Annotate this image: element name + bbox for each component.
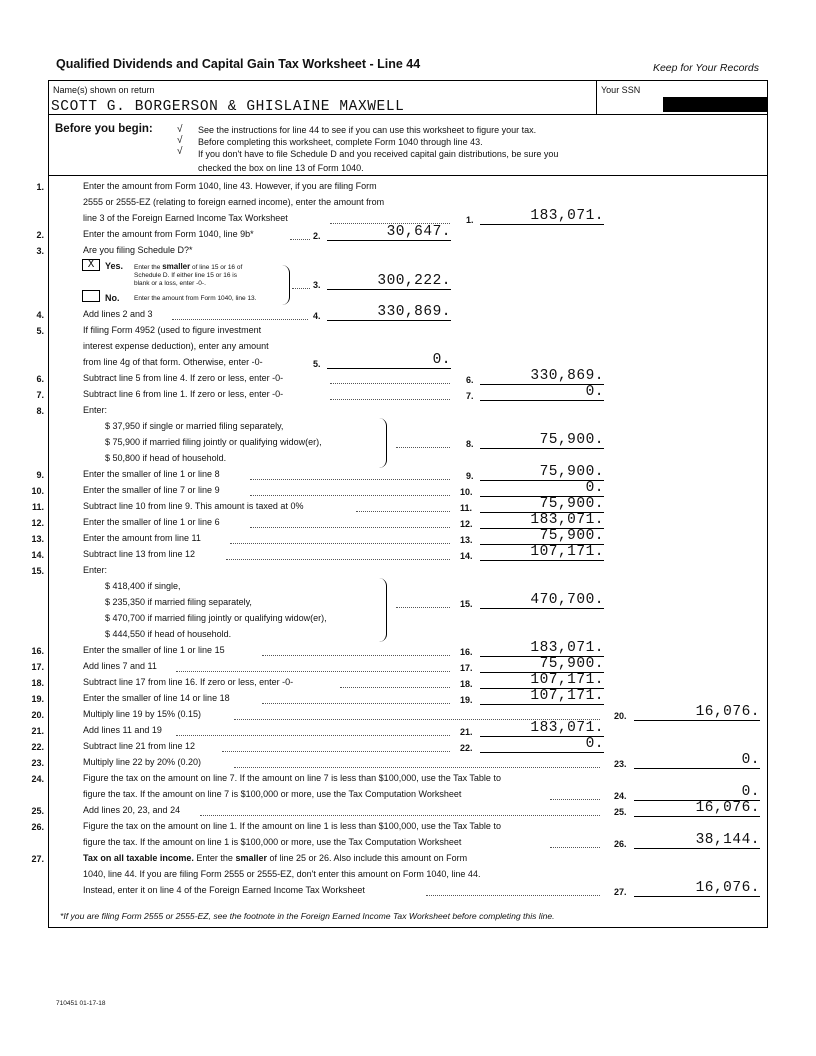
ssn-label: Your SSN	[601, 85, 641, 95]
form-id: 710451 01-17-18	[56, 1000, 106, 1007]
before-you-begin-label: Before you begin:	[55, 123, 153, 135]
line-ref: 7.	[466, 391, 474, 401]
line-18-amount[interactable]: 107,171.	[480, 672, 604, 689]
divider	[49, 175, 767, 176]
line-11-text: Subtract line 10 from line 9. This amount is taxed at 0%	[83, 501, 304, 511]
leader-dots	[222, 751, 450, 752]
brace	[378, 418, 387, 468]
line-5-text: If filing Form 4952 (used to figure investment	[83, 325, 262, 335]
line-12-amount[interactable]: 183,071.	[480, 512, 604, 529]
line-ref: 3.	[313, 280, 321, 290]
line-2-amount[interactable]: 30,647.	[327, 224, 451, 241]
no-instructions: Enter the amount from Form 1040, line 13.	[134, 295, 257, 302]
line-ref: 1.	[466, 215, 474, 225]
line-number: 21.	[31, 726, 44, 736]
keep-records-note: Keep for Your Records	[652, 62, 759, 74]
leader-dots	[356, 511, 450, 512]
line-24-text: figure the tax. If the amount on line 7 is $100,000 or more, use the Tax Computation Worksheet	[83, 789, 462, 799]
line-27-amount[interactable]: 16,076.	[634, 880, 760, 897]
line-12-text: Enter the smaller of line 1 or line 6	[83, 517, 220, 527]
line-number: 7.	[36, 390, 44, 400]
line-ref: 5.	[313, 359, 321, 369]
line-number: 8.	[36, 406, 44, 416]
line-number: 27.	[31, 854, 44, 864]
worksheet-title: Qualified Dividends and Capital Gain Tax Worksheet - Line 44	[56, 57, 421, 71]
line-ref: 10.	[460, 487, 473, 497]
line-ref: 23.	[614, 759, 627, 769]
line-ref: 18.	[460, 679, 473, 689]
line-9-amount[interactable]: 75,900.	[480, 464, 604, 481]
line-26-text: Figure the tax on the amount on line 1. If the amount on line 1 is less than $100,000, use the Tax Table to	[83, 821, 501, 831]
leader-dots	[330, 383, 450, 384]
line-number: 25.	[31, 806, 44, 816]
line-number: 3.	[36, 246, 44, 256]
line-ref: 4.	[313, 311, 321, 321]
line-7-amount[interactable]: 0.	[480, 384, 604, 401]
line-ref: 12.	[460, 519, 473, 529]
yes-instructions: Enter the smaller of line 15 or 16 of Schedule D. If either line 15 or 16 is blank or a loss, enter -0-.	[134, 262, 243, 287]
leader-dots	[176, 671, 450, 672]
before-item: If you don't have to file Schedule D and you received capital gain distributions, be sure you	[198, 149, 559, 159]
line-ref: 24.	[614, 791, 627, 801]
line-number: 4.	[36, 310, 44, 320]
line-1-text: 2555 or 2555-EZ (relating to foreign earned income), enter the amount from	[83, 197, 385, 207]
leader-dots	[330, 399, 450, 400]
check-icon: √	[177, 146, 183, 157]
footnote: *If you are filing Form 2555 or 2555-EZ, see the footnote in the Foreign Earned Income Tax Worksheet before completing this line.	[60, 911, 555, 921]
line-1-text: Enter the amount from Form 1040, line 43. However, if you are filing Form	[83, 181, 377, 191]
line-5-text: from line 4g of that form. Otherwise, enter -0-	[83, 357, 263, 367]
line-8-amount[interactable]: 75,900.	[480, 432, 604, 449]
line-13-text: Enter the amount from line 11	[83, 533, 201, 543]
line-number: 24.	[31, 774, 44, 784]
line-15-text: Enter:	[83, 565, 108, 575]
no-label: No.	[105, 293, 120, 303]
line-26-text: figure the tax. If the amount on line 1 is $100,000 or more, use the Tax Computation Worksheet	[83, 837, 462, 847]
leader-dots	[200, 815, 600, 816]
line-18-text: Subtract line 17 from line 16. If zero or less, enter -0-	[83, 677, 294, 687]
line-number: 20.	[31, 710, 44, 720]
line-1-text: line 3 of the Foreign Earned Income Tax Worksheet	[83, 213, 288, 223]
line-number: 16.	[31, 646, 44, 656]
line-22-amount[interactable]: 0.	[480, 736, 604, 753]
leader-dots	[226, 559, 450, 560]
line-ref: 27.	[614, 887, 627, 897]
line-number: 18.	[31, 678, 44, 688]
taxpayer-names: SCOTT G. BORGERSON & GHISLAINE MAXWELL	[51, 99, 405, 115]
divider	[49, 114, 767, 115]
line-ref: 6.	[466, 375, 474, 385]
line-number: 19.	[31, 694, 44, 704]
ssn-redacted	[663, 97, 767, 112]
leader-dots	[550, 799, 600, 800]
line-16-amount[interactable]: 183,071.	[480, 640, 604, 657]
line-ref: 8.	[466, 439, 474, 449]
leader-dots	[550, 847, 600, 848]
before-item: See the instructions for line 44 to see if you can use this worksheet to figure your tax.	[198, 125, 537, 135]
line-number: 15.	[31, 566, 44, 576]
line-21-amount[interactable]: 183,071.	[480, 720, 604, 737]
line-ref: 17.	[460, 663, 473, 673]
line-27-text: Instead, enter it on line 4 of the Foreign Earned Income Tax Worksheet	[83, 885, 365, 895]
line-number: 14.	[31, 550, 44, 560]
line-10-text: Enter the smaller of line 7 or line 9	[83, 485, 220, 495]
line-6-amount[interactable]: 330,869.	[480, 368, 604, 385]
line-number: 1.	[36, 182, 44, 192]
leader-dots	[176, 735, 450, 736]
leader-dots	[250, 479, 450, 480]
yes-label: Yes.	[105, 261, 124, 271]
line-number: 6.	[36, 374, 44, 384]
no-checkbox[interactable]	[82, 290, 100, 302]
leader-dots	[290, 239, 310, 240]
line-20-text: Multiply line 19 by 15% (0.15)	[83, 709, 202, 719]
line-15-amount[interactable]: 470,700.	[480, 592, 604, 609]
leader-dots	[230, 543, 450, 544]
brace	[378, 578, 387, 642]
line-ref: 22.	[460, 743, 473, 753]
line-14-amount[interactable]: 107,171.	[480, 544, 604, 561]
line-number: 13.	[31, 534, 44, 544]
line-3-text: Are you filing Schedule D?*	[83, 245, 193, 255]
line-14-text: Subtract line 13 from line 12	[83, 549, 196, 559]
leader-dots	[262, 703, 450, 704]
before-item: Before completing this worksheet, complete Form 1040 through line 43.	[198, 137, 483, 147]
line-15-option: $ 470,700 if married filing jointly or qualifying widow(er),	[105, 613, 327, 623]
line-10-amount[interactable]: 0.	[480, 480, 604, 497]
line-19-amount[interactable]: 107,171.	[480, 688, 604, 705]
line-23-text: Multiply line 22 by 20% (0.20)	[83, 757, 202, 767]
line-21-text: Add lines 11 and 19	[83, 725, 162, 735]
name-ssn-divider	[596, 81, 597, 114]
line-23-amount[interactable]: 0.	[634, 752, 760, 769]
line-2-text: Enter the amount from Form 1040, line 9b*	[83, 229, 254, 239]
leader-dots	[250, 527, 450, 528]
line-15-option: $ 418,400 if single,	[105, 581, 181, 591]
line-19-text: Enter the smaller of line 14 or line 18	[83, 693, 230, 703]
leader-dots	[262, 655, 450, 656]
line-5-amount[interactable]: 0.	[327, 352, 451, 369]
line-11-amount[interactable]: 75,900.	[480, 496, 604, 513]
line-8-text: Enter:	[83, 405, 108, 415]
line-ref: 21.	[460, 727, 473, 737]
line-ref: 26.	[614, 839, 627, 849]
line-number: 9.	[36, 470, 44, 480]
line-ref: 13.	[460, 535, 473, 545]
leader-dots	[396, 607, 450, 608]
yes-checkbox[interactable]: X	[82, 259, 100, 271]
line-number: 10.	[31, 486, 44, 496]
leader-dots	[172, 319, 308, 320]
line-ref: 19.	[460, 695, 473, 705]
line-15-option: $ 444,550 if head of household.	[105, 629, 232, 639]
line-5-text: interest expense deduction), enter any amount	[83, 341, 269, 351]
line-15-option: $ 235,350 if married filing separately,	[105, 597, 252, 607]
check-icon: √	[177, 124, 183, 135]
line-4-text: Add lines 2 and 3	[83, 309, 153, 319]
line-17-amount[interactable]: 75,900.	[480, 656, 604, 673]
line-8-option: $ 37,950 if single or married filing separately,	[105, 421, 284, 431]
line-24-text: Figure the tax on the amount on line 7. If the amount on line 7 is less than $100,000, use the Tax Table to	[83, 773, 501, 783]
line-16-text: Enter the smaller of line 1 or line 15	[83, 645, 225, 655]
line-ref: 14.	[460, 551, 473, 561]
leader-dots	[396, 447, 450, 448]
line-1-amount[interactable]: 183,071.	[480, 208, 604, 225]
leader-dots	[250, 495, 450, 496]
line-24-amount[interactable]: 0.	[634, 784, 760, 801]
check-icon: √	[177, 135, 183, 146]
line-3-amount[interactable]: 300,222.	[327, 273, 451, 290]
leader-dots	[340, 687, 450, 688]
line-ref: 9.	[466, 471, 474, 481]
names-label: Name(s) shown on return	[53, 85, 155, 95]
line-22-text: Subtract line 21 from line 12	[83, 741, 196, 751]
line-25-amount[interactable]: 16,076.	[634, 800, 760, 817]
line-8-option: $ 75,900 if married filing jointly or qualifying widow(er),	[105, 437, 322, 447]
line-ref: 25.	[614, 807, 627, 817]
line-4-amount[interactable]: 330,869.	[327, 304, 451, 321]
line-20-amount[interactable]: 16,076.	[634, 704, 760, 721]
line-6-text: Subtract line 5 from line 4. If zero or less, enter -0-	[83, 373, 284, 383]
line-8-option: $ 50,800 if head of household.	[105, 453, 227, 463]
line-ref: 11.	[460, 503, 473, 513]
line-number: 17.	[31, 662, 44, 672]
before-item: checked the box on line 13 of Form 1040.	[198, 163, 364, 173]
line-ref: 2.	[313, 231, 321, 241]
line-number: 11.	[31, 502, 44, 512]
line-26-amount[interactable]: 38,144.	[634, 832, 760, 849]
line-ref: 15.	[460, 599, 473, 609]
line-25-text: Add lines 20, 23, and 24	[83, 805, 181, 815]
line-number: 23.	[31, 758, 44, 768]
line-number: 2.	[36, 230, 44, 240]
leader-dots	[292, 288, 310, 289]
line-ref: 20.	[614, 711, 627, 721]
line-27-text: 1040, line 44. If you are filing Form 2555 or 2555-EZ, don't enter this amount on Form 1040, line 44.	[83, 869, 481, 879]
line-7-text: Subtract line 6 from line 1. If zero or less, enter -0-	[83, 389, 284, 399]
line-27-text: Tax on all taxable income. Enter the smaller of line 25 or 26. Also include this amount on Form	[83, 853, 468, 863]
leader-dots	[426, 895, 600, 896]
brace	[282, 265, 290, 305]
line-17-text: Add lines 7 and 11	[83, 661, 157, 671]
line-13-amount[interactable]: 75,900.	[480, 528, 604, 545]
line-number: 22.	[31, 742, 44, 752]
line-number: 26.	[31, 822, 44, 832]
line-number: 5.	[36, 326, 44, 336]
line-number: 12.	[31, 518, 44, 528]
line-9-text: Enter the smaller of line 1 or line 8	[83, 469, 220, 479]
line-ref: 16.	[460, 647, 473, 657]
leader-dots	[234, 767, 600, 768]
